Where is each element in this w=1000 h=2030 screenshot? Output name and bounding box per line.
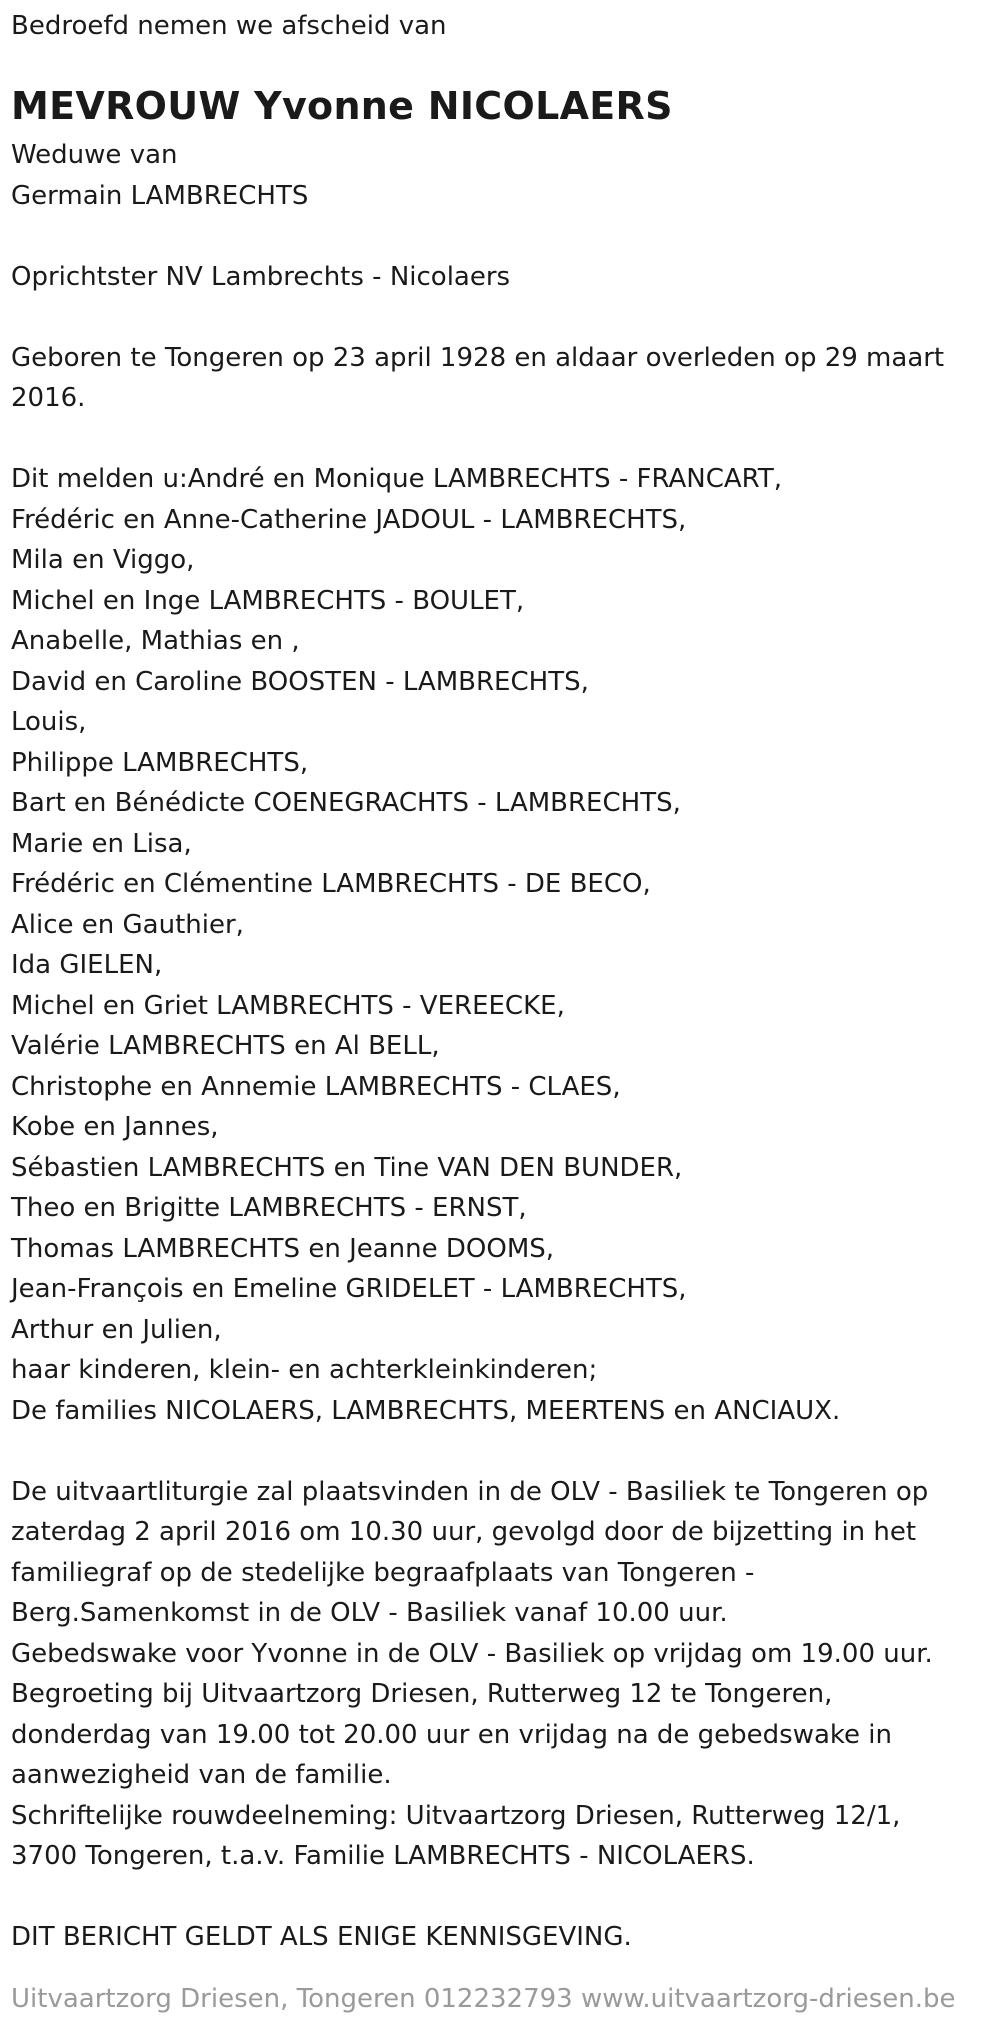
funeral-details [11,1472,944,1877]
spouse-name: Germain LAMBRECHTS [11,180,309,211]
funeral-line: donderdag van 19.00 tot 20.00 uur en vrijdag na de gebedswake in [11,1719,893,1750]
family-line: Frédéric en Clémentine LAMBRECHTS - DE BECO, [11,869,651,899]
footer-credit: Uitvaartzorg Driesen, Tongeren 012232793 www.uitvaartzorg-driesen.be [11,1984,956,2014]
family-line: Philippe LAMBRECHTS, [11,747,309,778]
funeral-line: familiegraf op de stedelijke begraafplaats van Tongeren - [11,1557,755,1588]
family-line: Michel en Griet LAMBRECHTS - VEREECKE, [11,990,565,1021]
funeral-line: De uitvaartliturgie zal plaatsvinden in de OLV - Basiliek te Tongeren op [11,1476,929,1507]
family-list [11,459,944,1431]
family-line: Anabelle, Mathias en , [11,626,300,656]
family-line: Jean-François en Emeline GRIDELET - LAMBRECHTS, [11,1274,687,1304]
family-line: De families NICOLAERS, LAMBRECHTS, MEERTENS en ANCIAUX. [11,1395,841,1426]
family-line: David en Caroline BOOSTEN - LAMBRECHTS, [11,666,589,697]
obituary-body [11,135,944,1958]
family-line: Alice en Gauthier, [11,909,244,940]
funeral-line: aanwezigheid van de familie. [11,1760,392,1790]
funeral-line: Berg.Samenkomst in de OLV - Basiliek vanaf 10.00 uur. [11,1598,728,1628]
family-line: Christophe en Annemie LAMBRECHTS - CLAES, [11,1071,621,1102]
family-line: Kobe en Jannes, [11,1112,219,1142]
family-line: Sébastien LAMBRECHTS en Tine VAN DEN BUNDER, [11,1152,683,1183]
family-line: Frédéric en Anne-Catherine JADOUL - LAMBRECHTS, [11,504,687,535]
family-line: Marie en Lisa, [11,828,192,859]
family-line: Michel en Inge LAMBRECHTS - BOULET, [11,585,525,616]
funeral-line: zaterdag 2 april 2016 om 10.30 uur, gevolgd door de bijzetting in het [11,1517,917,1547]
funeral-line: Schriftelijke rouwdeelneming: Uitvaartzorg Driesen, Rutterweg 12/1, [11,1800,901,1831]
family-line: Arthur en Julien, [11,1314,222,1345]
family-line: Dit melden u:André en Monique LAMBRECHTS - FRANCART, [11,464,782,494]
family-line: Mila en Viggo, [11,545,195,575]
birth-death-line: Geboren te Tongeren op 23 april 1928 en aldaar overleden op 29 maart [11,342,945,373]
deceased-name: MEVROUW Yvonne NICOLAERS [11,84,673,128]
funeral-line: Gebedswake voor Yvonne in de OLV - Basiliek op vrijdag om 19.00 uur. [11,1638,933,1669]
widow-label: Weduwe van [11,140,178,170]
funeral-line: 3700 Tongeren, t.a.v. Familie LAMBRECHTS - NICOLAERS. [11,1841,755,1871]
family-line: Thomas LAMBRECHTS en Jeanne DOOMS, [11,1233,555,1264]
family-line: Louis, [11,707,87,737]
intro-text: Bedroefd nemen we afscheid van [11,11,447,41]
role-text: Oprichtster NV Lambrechts - Nicolaers [11,261,511,292]
birth-death-line: 2016. [11,383,86,413]
family-line: Valérie LAMBRECHTS en Al BELL, [11,1031,440,1061]
family-line: Bart en Bénédicte COENEGRACHTS - LAMBRECHTS, [11,788,681,818]
family-line: Theo en Brigitte LAMBRECHTS - ERNST, [11,1193,527,1223]
funeral-line: Begroeting bij Uitvaartzorg Driesen, Rutterweg 12 te Tongeren, [11,1679,833,1709]
family-line: Ida GIELEN, [11,950,163,980]
closing-statement: DIT BERICHT GELDT ALS ENIGE KENNISGEVING. [11,1922,632,1952]
family-line: haar kinderen, klein- en achterkleinkinderen; [11,1355,598,1385]
